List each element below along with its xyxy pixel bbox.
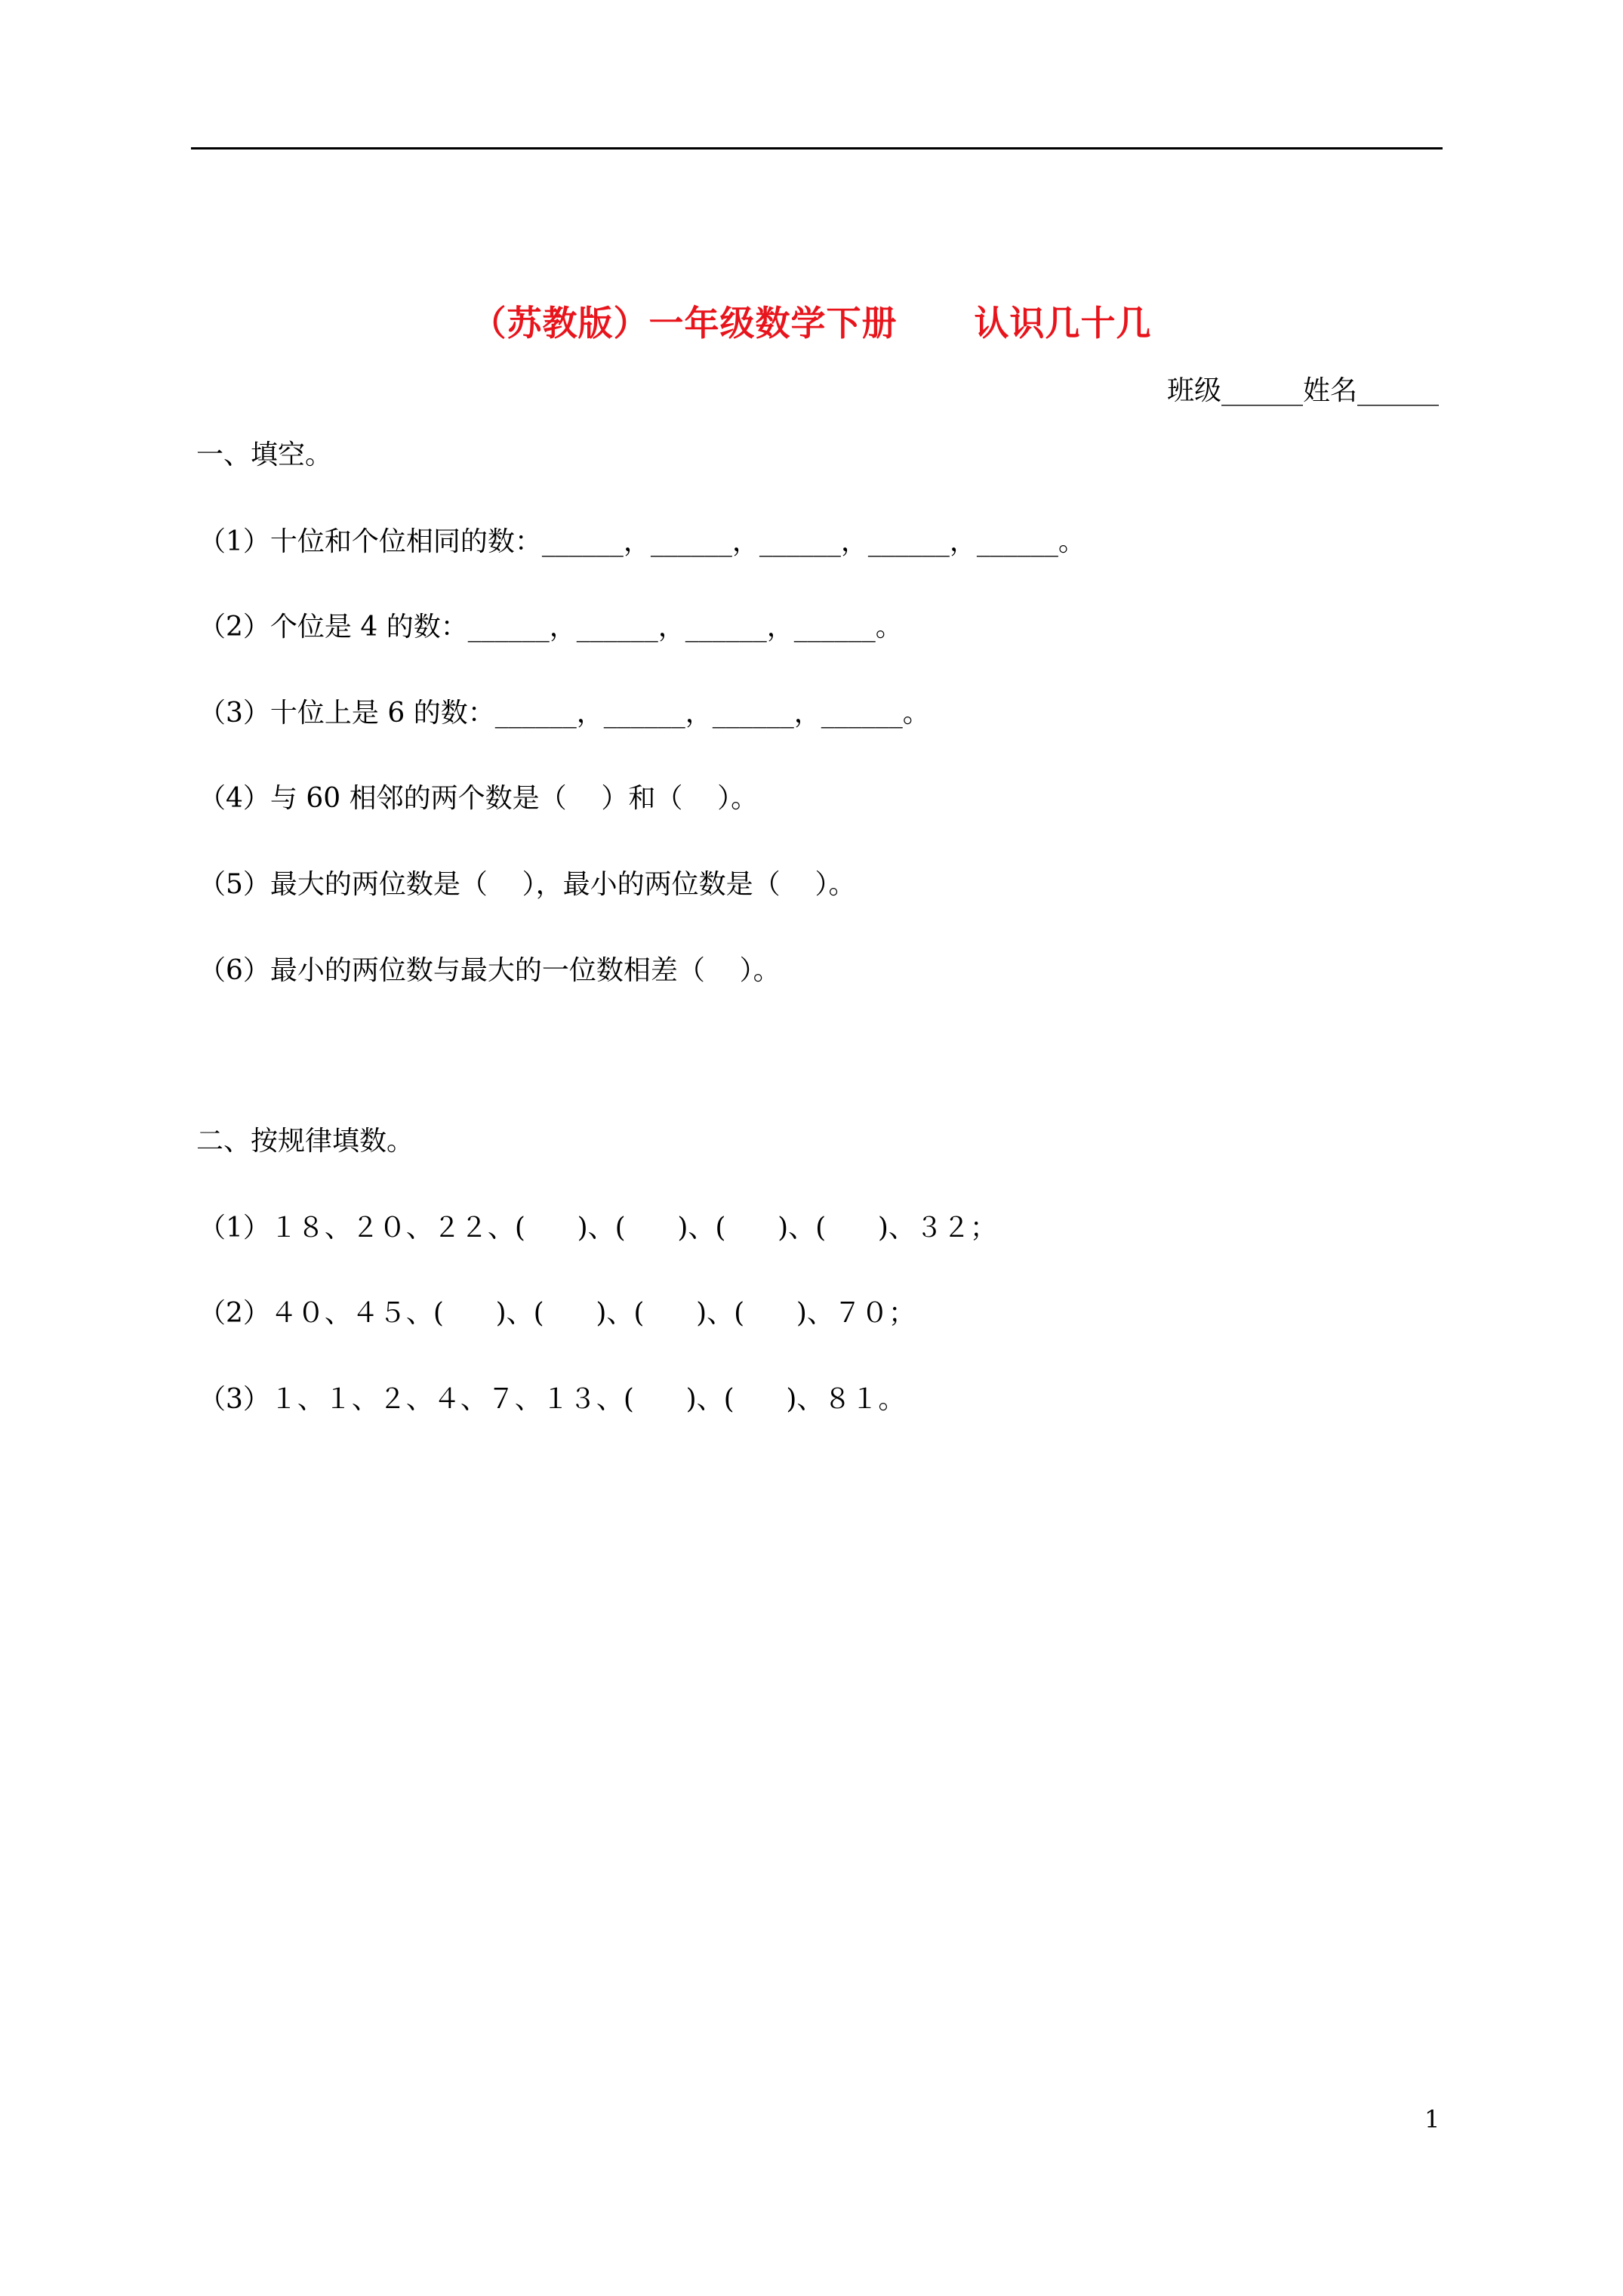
page-title: （苏教版）一年级数学下册 认识几十几	[471, 303, 1152, 344]
question-2-1: （1）１８、２０、２２、( )、( )、( )、( )、３２；	[199, 1213, 997, 1244]
question-1-3: （3）十位上是 6 的数：______，______，______，______。	[199, 698, 930, 729]
question-2-2: （2）４０、４５、( )、( )、( )、( )、７０；	[199, 1298, 916, 1329]
question-2-3: （3）１、１、２、４、７、１３、( )、( )、８１。	[199, 1384, 906, 1415]
header-rule	[191, 147, 1443, 149]
page-number: 1	[1424, 2105, 1440, 2134]
section-heading-fill-blanks: 一、填空。	[196, 439, 333, 470]
question-1-4: （4）与 60 相邻的两个数是（ ）和（ ）。	[199, 783, 759, 814]
question-1-6: （6）最小的两位数与最大的一位数相差（ ）。	[199, 955, 781, 986]
class-name-line: 班级______姓名______	[1166, 375, 1439, 406]
question-1-1: （1）十位和个位相同的数：______，______，______，______，______。	[199, 526, 1086, 557]
section-heading-pattern-fill: 二、按规律填数。	[196, 1126, 414, 1157]
question-1-5: （5）最大的两位数是（ ），最小的两位数是（ ）。	[199, 869, 856, 900]
question-1-2: （2）个位是 4 的数：______，______，______，______。	[199, 612, 903, 643]
